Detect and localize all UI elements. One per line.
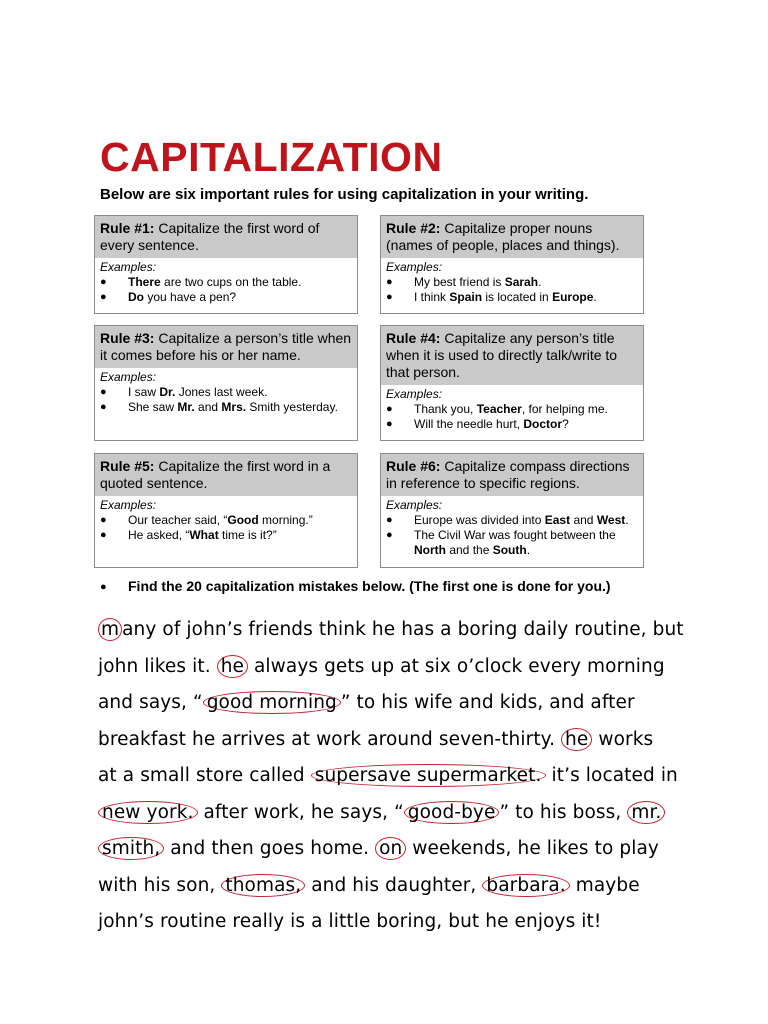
- rule-label: Rule #3:: [100, 330, 155, 346]
- example-fragment: Our teacher said, “: [128, 513, 228, 527]
- example-item: [100, 275, 353, 290]
- example-fragment: Jones last week.: [175, 385, 268, 399]
- circled-mistake: mr.: [627, 801, 665, 824]
- example-fragment: I think: [414, 290, 450, 304]
- rule-box-3: [94, 325, 358, 441]
- bullet-icon: ●: [100, 401, 107, 413]
- examples-label: Examples:: [100, 498, 157, 512]
- circled-mistake: good morning: [203, 691, 341, 714]
- example-text: [414, 402, 608, 417]
- example-keyword: Good: [227, 513, 259, 527]
- rule-header: [381, 216, 643, 258]
- example-keyword: Mrs.: [221, 400, 247, 414]
- example-fragment: Smith yesterday.: [246, 400, 338, 414]
- example-fragment: and the: [446, 543, 493, 557]
- examples-label: Examples:: [386, 387, 443, 401]
- example-fragment: and: [570, 513, 597, 527]
- example-keyword: South: [492, 543, 527, 557]
- rule-box-6: [380, 453, 644, 568]
- page-title: CAPITALIZATION: [100, 134, 443, 180]
- rule-box-5: [94, 453, 358, 568]
- circled-mistake: barbara.: [482, 874, 569, 897]
- example-keyword: East: [544, 513, 571, 527]
- example-item: [100, 528, 353, 543]
- circled-mistake: on: [375, 837, 406, 860]
- story-text: ” to his wife and kids, and after: [340, 692, 635, 713]
- story-text: john’s routine really is a little boring, but he enjoys it!: [98, 911, 602, 932]
- example-item: [386, 513, 639, 528]
- story-text: ” to his boss,: [499, 801, 628, 823]
- rule-examples: [381, 258, 643, 309]
- bullet-icon: ●: [386, 529, 393, 541]
- example-text: [128, 513, 313, 528]
- story-text: weekends, he likes to play: [406, 838, 659, 859]
- bullet-icon: ●: [100, 581, 107, 593]
- example-item: [386, 528, 639, 558]
- rule-examples: [381, 496, 643, 562]
- rule-text: Capitalize any person’s title when it is used to directly talk/write to that person.: [386, 330, 618, 380]
- story-text: works: [592, 728, 654, 750]
- bullet-icon: ●: [100, 386, 107, 398]
- example-text: [128, 275, 301, 290]
- example-keyword: What: [189, 528, 219, 542]
- story-text: after work, he says, “: [197, 801, 404, 823]
- story-line: [98, 758, 678, 795]
- example-fragment: .: [538, 275, 542, 289]
- rule-box-4: [380, 325, 644, 441]
- example-keyword: Doctor: [523, 417, 563, 431]
- example-fragment: She saw: [128, 400, 178, 414]
- example-keyword: Dr.: [159, 385, 176, 399]
- story-line: [98, 831, 678, 868]
- rule-examples: [381, 385, 643, 436]
- example-text: [414, 528, 639, 558]
- example-item: [386, 275, 639, 290]
- example-text: [414, 290, 597, 305]
- circled-mistake: smith,: [98, 837, 164, 860]
- bullet-icon: ●: [386, 418, 393, 430]
- subtitle: Below are six important rules for using capitalization in your writing.: [100, 186, 589, 203]
- circled-mistake: thomas,: [221, 874, 305, 897]
- story-text: john likes it.: [98, 655, 217, 677]
- example-fragment: My best friend is: [414, 275, 505, 289]
- circled-mistake: m: [98, 618, 122, 641]
- story-text: it’s located in: [545, 765, 678, 786]
- example-fragment: is located in: [482, 290, 553, 304]
- examples-label: Examples:: [100, 260, 157, 274]
- example-keyword: West: [596, 513, 626, 527]
- example-keyword: Teacher: [476, 402, 522, 416]
- example-fragment: Europe was divided into: [414, 513, 545, 527]
- story-text: any of john’s friends think he has a boring daily routine, but: [122, 619, 684, 640]
- example-keyword: Do: [128, 290, 144, 304]
- circled-mistake: he: [217, 655, 248, 678]
- example-text: [414, 417, 569, 432]
- rule-box-1: [94, 215, 358, 314]
- bullet-icon: ●: [100, 529, 107, 541]
- examples-label: Examples:: [386, 260, 443, 274]
- example-keyword: Mr.: [177, 400, 195, 414]
- example-fragment: ?: [562, 417, 569, 431]
- rule-text: Capitalize the first word in a quoted sentence.: [100, 458, 331, 491]
- example-fragment: The Civil War was fought between the: [414, 528, 616, 542]
- story-text: with his son,: [98, 874, 222, 896]
- find-instruction-text: Find the 20 capitalization mistakes below. (The first one is done for you.): [128, 578, 611, 594]
- rule-examples: [95, 496, 357, 547]
- story-text: always gets up at six o’clock every morning: [248, 655, 665, 677]
- example-text: [128, 290, 236, 305]
- story-line: [98, 795, 678, 832]
- example-fragment: you have a pen?: [144, 290, 237, 304]
- rule-label: Rule #6:: [386, 458, 441, 474]
- example-fragment: Thank you,: [414, 402, 477, 416]
- story-text: and then goes home.: [164, 838, 376, 859]
- bullet-icon: ●: [100, 291, 107, 303]
- example-fragment: .: [526, 543, 531, 557]
- example-fragment: and: [194, 400, 222, 414]
- story-text: breakfast he arrives at work around seven-thirty.: [98, 728, 562, 750]
- example-fragment: time is it?”: [218, 528, 277, 542]
- example-keyword: Sarah: [504, 275, 539, 289]
- rule-text: Capitalize proper nouns (names of people, places and things).: [386, 220, 620, 253]
- example-fragment: .: [625, 513, 629, 527]
- bullet-icon: ●: [386, 514, 393, 526]
- story-line: [98, 612, 684, 649]
- example-item: [100, 290, 353, 305]
- rule-label: Rule #2:: [386, 220, 441, 236]
- rule-header: [381, 326, 643, 385]
- rule-examples: [95, 258, 357, 309]
- bullet-icon: ●: [386, 291, 393, 303]
- example-fragment: are two cups on the table.: [160, 275, 302, 289]
- example-item: [100, 513, 353, 528]
- example-text: [128, 385, 267, 400]
- rule-text: Capitalize a person’s title when it comes before his or her name.: [100, 330, 352, 363]
- rule-examples: [95, 368, 357, 419]
- examples-label: Examples:: [100, 370, 157, 384]
- example-text: [414, 275, 541, 290]
- rule-text: Capitalize compass directions in reference to specific regions.: [386, 458, 630, 491]
- example-item: [100, 400, 353, 415]
- rule-header: [95, 216, 357, 258]
- bullet-icon: ●: [386, 276, 393, 288]
- find-instruction: [100, 578, 611, 596]
- example-fragment: , for helping me.: [521, 402, 608, 416]
- example-fragment: morning.”: [258, 513, 313, 527]
- example-text: [414, 513, 629, 528]
- story-line: [98, 722, 678, 759]
- example-fragment: He asked, “: [128, 528, 190, 542]
- example-fragment: I saw: [128, 385, 160, 399]
- story-text: and his daughter,: [305, 874, 483, 896]
- example-item: [386, 402, 639, 417]
- handwritten-story: [98, 612, 684, 941]
- rule-label: Rule #5:: [100, 458, 155, 474]
- bullet-icon: ●: [100, 514, 107, 526]
- example-keyword: Spain: [449, 290, 483, 304]
- story-line: [98, 685, 678, 722]
- story-line: [98, 904, 678, 941]
- example-keyword: There: [128, 275, 161, 289]
- circled-mistake: he: [561, 728, 592, 751]
- bullet-icon: ●: [100, 276, 107, 288]
- rule-box-2: [380, 215, 644, 314]
- example-keyword: Europe: [552, 290, 594, 304]
- circled-mistake: good-bye: [404, 801, 500, 824]
- story-line: [98, 868, 678, 905]
- circled-mistake: new york.: [98, 801, 198, 824]
- story-text: and says, “: [98, 692, 203, 713]
- story-text: maybe: [569, 874, 640, 896]
- example-fragment: Will the needle hurt,: [414, 417, 524, 431]
- example-item: [100, 385, 353, 400]
- example-item: [386, 417, 639, 432]
- circled-mistake: supersave supermarket.: [311, 764, 546, 787]
- example-text: [128, 400, 338, 415]
- example-text: [128, 528, 277, 543]
- rule-header: [381, 454, 643, 496]
- story-text: at a small store called: [98, 765, 311, 786]
- rule-text: Capitalize the first word of every sentence.: [100, 220, 320, 253]
- rule-label: Rule #1:: [100, 220, 155, 236]
- examples-label: Examples:: [386, 498, 443, 512]
- example-fragment: .: [593, 290, 597, 304]
- bullet-icon: ●: [386, 403, 393, 415]
- rule-label: Rule #4:: [386, 330, 441, 346]
- example-keyword: North: [414, 543, 446, 557]
- example-item: [386, 290, 639, 305]
- story-line: [98, 649, 678, 686]
- rule-header: [95, 454, 357, 496]
- rule-header: [95, 326, 357, 368]
